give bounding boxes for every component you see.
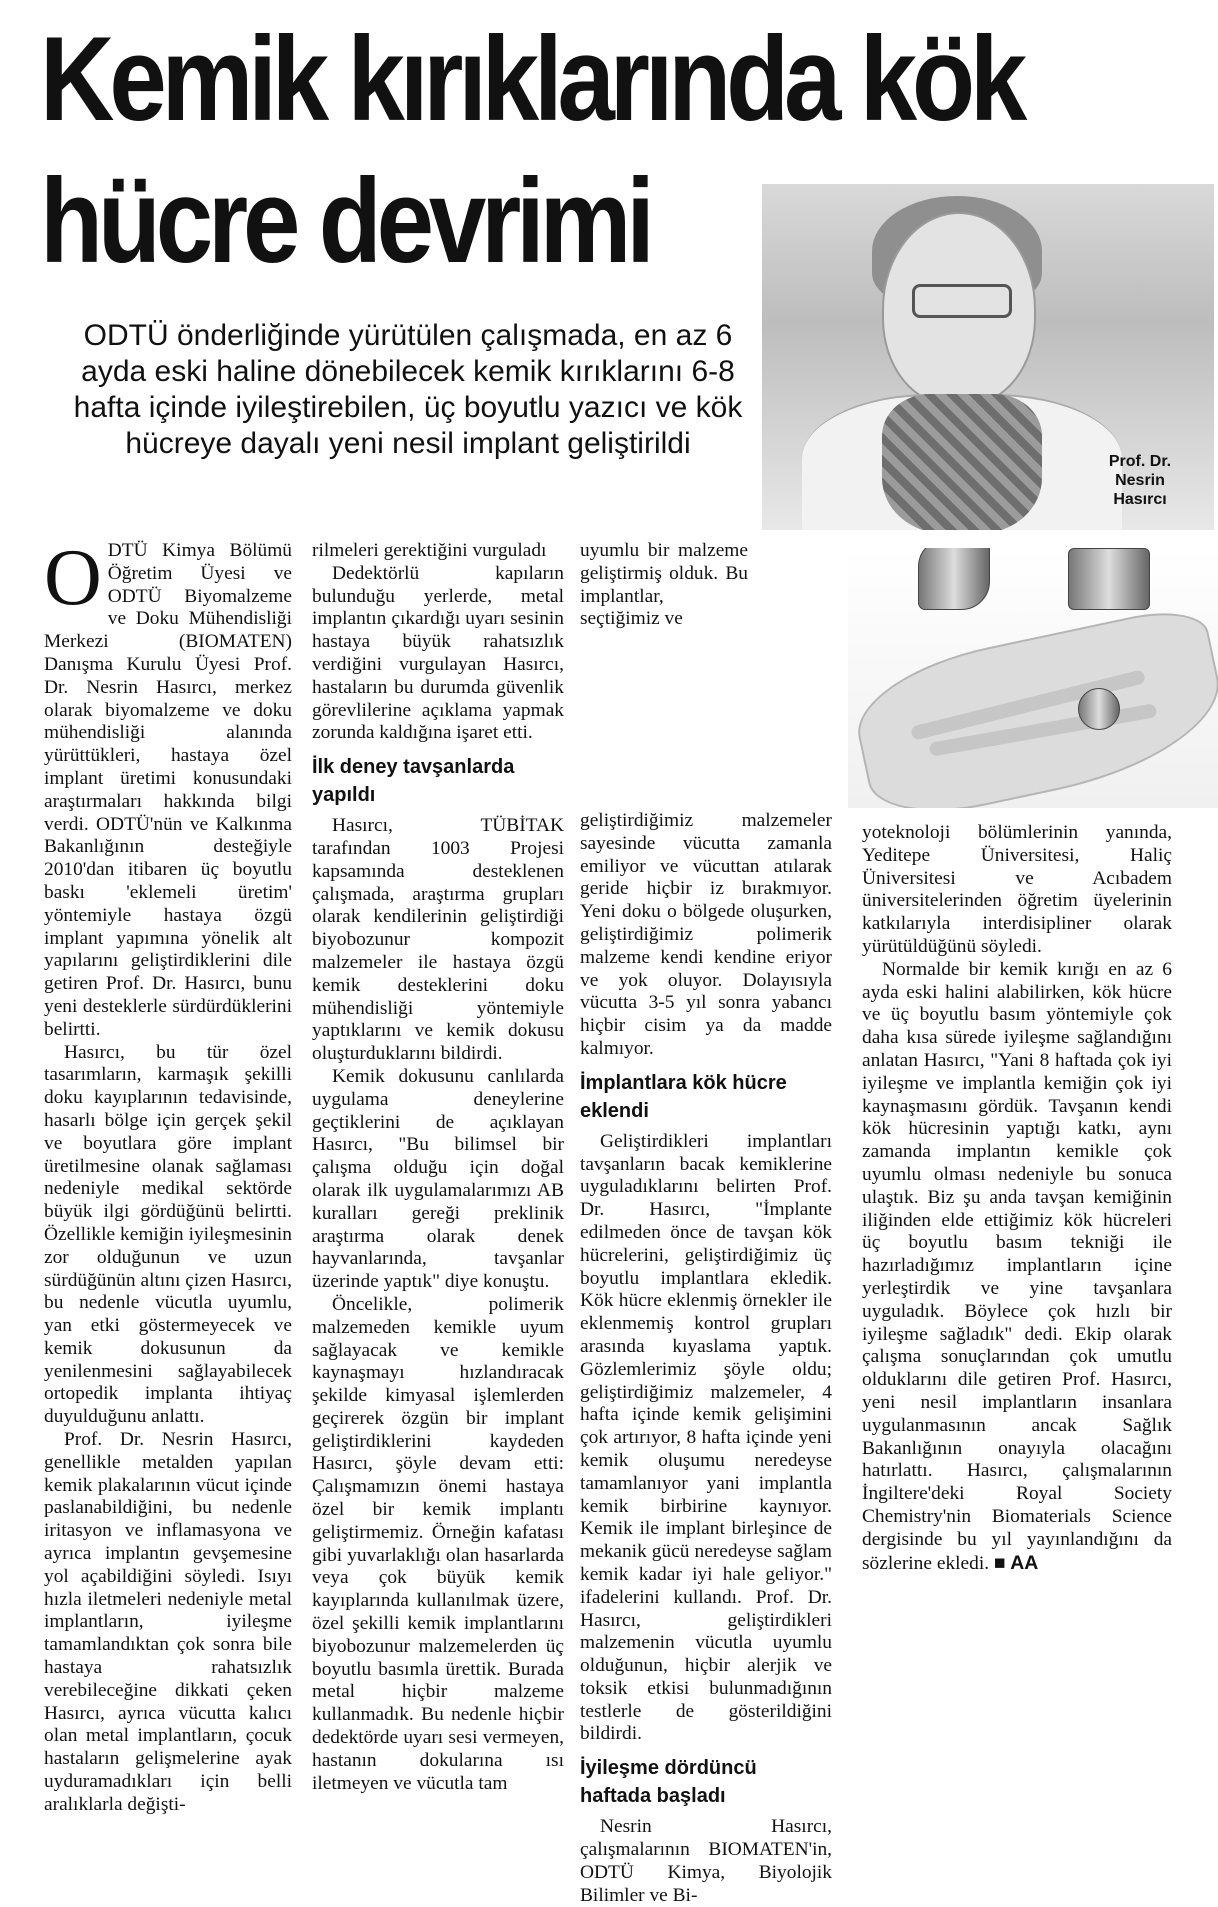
article-column-3 <box>580 810 832 1907</box>
implant-3 <box>1078 688 1120 730</box>
portrait-scarf <box>882 394 1042 530</box>
column4-paragraph-1: yoteknoloji bölümlerinin yanında, Yeditepe Üniversitesi, Haliç Üniversitesi ve Acıbadem üniversitelerinden öğretim üyelerinin katkılarıyla interdisipliner olarak yürütüldüğünü söyledi. <box>862 822 1172 957</box>
column1-paragraph-3: Prof. Dr. Nesrin Hasırcı, genellikle metalden yapılan kemik plakalarının vücut içinde paslanabildiğini, bu nedenle iritasyon ve inflamasyona ve ayrıca implantın gevşemesine yol açabildiğini söyledi. Isıyı hızla iletmeleri nedeniyle metal implantların, iyileşme tamamlandıktan çok sonra bile hastaya rahatsızlık verebileceğine dikkati çeken Hasırcı, ayrıca vücutta kalıcı olan metal implantların, çocuk hastaların gelişmelerine ayak uyduramadıkları için belli aralıklarla değişti- <box>44 1429 292 1815</box>
column3-paragraph-2: Nesrin Hasırcı, çalışmalarının BIOMATEN'in, ODTÜ Kimya, Biyolojik Bilimler ve Bi- <box>580 1816 832 1906</box>
article-column-4 <box>862 822 1172 1575</box>
column2-paragraph-1: Dedektörlü kapıların bulunduğu yerlerde, metal implantın çıkardığı uyarı sesinin hastaya büyük rahatsızlık verdiğini vurgulayan Hasırcı, hastaların bu durumda güvenlik görevlilerine açıklama yapmak zorunda kaldığına işaret etti. <box>312 562 564 744</box>
implant-1 <box>918 548 990 610</box>
column2-paragraph-4: Öncelikle, polimerik malzemeden kemikle uyum sağlayacak ve kemikle kaynaşmayı hızlandıracak şekilde kimyasal işlemlerden geçirerek özgün bir implant geliştirdiklerini kaydeden Hasırcı, şöyle devam etti: Çalışmamızın önemi hastaya özel bir kemik implantı geliştirmemiz. Örneğin kafatası gibi yuvarlaklığı olan hasarlarda veya çok büyük kemik kayıplarında kullanılmak üzere, özel şekilli kemik implantlarını biyobozunur malzemelerden üç boyutlu basımla ürettik. Burada metal hiçbir malzeme kullanmadık. Bu nedenle hiçbir dedektörde uyarı sesi vermeyen, hastanın dokularına ısı iletmeyen ve vücutla tam <box>312 1293 564 1794</box>
column3-paragraph-1: Geliştirdikleri implantları tavşanların bacak kemiklerine uyguladıklarını belirten Prof. Dr. Hasırcı, "İmplante edilmeden önce de tavşan kök hücrelerini, geliştirdiğimiz üç boyutlu implantlara ekledik. Kök hücre eklenmiş örnekler ile eklenmemiş kontrol grupları arasında kıyaslama yaptık. Gözlemlerimiz şöyle oldu; geliştirdiğimiz malzemeler, 4 hafta içinde kemik gelişimini çok artırıyor, 8 hafta içinde yeni kemik oluşumu neredeyse tamamlanıyor yani implantla kemik birbirine kaynıyor. Kemik ile implant birleşince de mekanik gücü neredeyse sağlam kemik kadar iyi hale geliyor." ifadelerini kullandı. Prof. Dr. Hasırcı, geliştirdikleri malzemenin vücutla uyumlu olduğunun, hiçbir alerjik ve toksik etkisi bulunmadığının testlerle de gösterildiğini bildirdi. <box>580 1130 832 1745</box>
column1-paragraph-1: DTÜ Kimya Bölümü Öğretim Üyesi ve ODTÜ Biyomalzeme ve Doku Mühendisliği Merkezi (BIOMATEN) Danışma Kurulu Üyesi Prof. Dr. Nesrin Hasırcı, merkez olarak biyomalzeme ve doku mühendisliği alanında yürüttükleri, hastaya özel implant üretimi konusundaki araştırmaları hakkında bilgi verdi. ODTÜ'nün ve Kalkınma Bakanlığının desteğiyle 2010'dan itibaren üç boyutlu baskı 'eklemeli üretim' yöntemiyle hastaya özgü implant yapımına yönelik alt yapılarını geliştirdiklerini dile getiren Prof. Dr. Hasırcı, bunu yeni desteklerle sürdürdüklerini belirtti. <box>44 540 292 1040</box>
portrait-glasses <box>912 284 1012 318</box>
dropcap: O <box>44 534 102 622</box>
agency-signature: ■ AA <box>993 1551 1039 1574</box>
headline-line-2: hücre devrimi <box>40 154 650 288</box>
column2-paragraph-0: rilmeleri gerektiğini vurguladı <box>312 540 547 561</box>
implant-illustration <box>848 548 1218 808</box>
photo-caption: Prof. Dr. Nesrin Hasırcı <box>1108 453 1172 508</box>
subheading-implantlara: İmplantlara kök hücre eklendi <box>580 1071 787 1122</box>
column2-paragraph-3: Kemik dokusunu canlılarda uygulama deneylerine geçtiklerini de açıklayan Hasırcı, "Bu bilimsel bir çalışma olduğu için doğal olarak ilk uygulamalarımızı AB kuralları gereği preklinik araştırma olarak denek hayvanlarında, tavşanlar üzerinde yaptık" diye konuştu. <box>312 1065 564 1293</box>
article-column-3-top <box>580 540 748 631</box>
column3-paragraph-0a: uyumlu bir malzeme geliştirmiş olduk. Bu implantlar, seçtiğimiz ve <box>580 540 748 630</box>
lead-paragraph: ODTÜ önderliğinde yürütülen çalışmada, en az 6 ayda eski haline dönebilecek kemik kırıklarını 6-8 hafta içinde iyileştirebilen, üç boyutlu yazıcı ve kök hücreye dayalı yeni nesil implant geliştirildi <box>73 319 743 460</box>
article-column-1 <box>44 534 292 1817</box>
column1-paragraph-2: Hasırcı, bu tür özel tasarımların, karmaşık şekilli doku kayıplarının tedavisinde, hasarlı bölge için gerçek şekil ve boyutlara göre implant üretilmesine olanak sağlaması nedeniyle medikal sektörde büyük ilgi gördüğünü belirtti. Özellikle kemiğin iyileşmesinin zor olduğunun ve uzun sürdüğünün altını çizen Hasırcı, bu nedenle vücutla uyumlu, yan etki göstermeyecek ve kemik dokusunun da yenilenmesini sağlayabilecek ortopedik implanta ihtiyaç duyulduğunu anlattı. <box>44 1041 292 1428</box>
subheading-iyilesme: İyileşme dördüncü haftada başladı <box>580 1757 757 1808</box>
column2-paragraph-2: Hasırcı, TÜBİTAK tarafından 1003 Projesi kapsamında desteklenen çalışmada, araştırma grupları olarak kendilerinin geliştirdiği biyobozunur kompozit malzemeler ile hastaya özgü kemik desteklerini doku mühendisliği yöntemiyle yaptıklarını ve kemik dokusu oluşturduklarını bildirdi. <box>312 815 564 1065</box>
implant-2 <box>1068 548 1150 610</box>
article-column-2 <box>312 540 564 1795</box>
subheading-ilk-deney: İlk deney tavşanlarda yapıldı <box>312 756 515 807</box>
headline-line-1: Kemik kırıklarında kök <box>40 12 1023 146</box>
column4-paragraph-2: Normalde bir kemik kırığı en az 6 ayda eski halini alabilirken, kök hücre ve üç boyutlu basım yöntemiyle çok daha kısa sürede iyileşme sağlandığını anlatan Hasırcı, "Yani 8 haftada çok iyi iyileşme ve implantla kemiğin çok iyi kaynaşmasını gördük. Tavşanın kendi kök hücresinin yaptığı katkı, aynı zamanda implantın kemikle çok uyumlu olması nedeniyle bu sonuca ulaştık. Biz şu anda tavşan kemiğinin iliğinden elde ettiğimiz kök hücreleri üç boyutlu basım tekniği ile hazırladığımız implantların içine yerleştirdik ve yine tavşanlara uyguladık. Böylece çok hızlı bir iyileşme sağladık" dedi. Ekip olarak çalışma sonuçlarından çok umutlu olduklarını dile getiren Prof. Hasırcı, yeni nesil implantların insanlara uygulanmasının ancak Sağlık Bakanlığının onayıyla olacağını hatırlattı. Hasırcı, çalışmalarının İngiltere'deki Royal Society Chemistry'nin Biomaterials Science dergisinde bu yıl yayınlandığını da sözlerine ekledi. <box>862 958 1172 1574</box>
column3-paragraph-0b: geliştirdiğimiz malzemeler sayesinde vücutta zamanla emiliyor ve vücuttan atılarak geride hiçbir iz bırakmıyor. Yeni doku o bölgede oluşurken, geliştirdiğimiz polimerik malzeme kendi kendine eriyor ve yok oluyor. Dolayısıyla vücutta 3-5 yıl sonra yabancı hiçbir cisim ya da madde kalmıyor. <box>580 810 832 1059</box>
